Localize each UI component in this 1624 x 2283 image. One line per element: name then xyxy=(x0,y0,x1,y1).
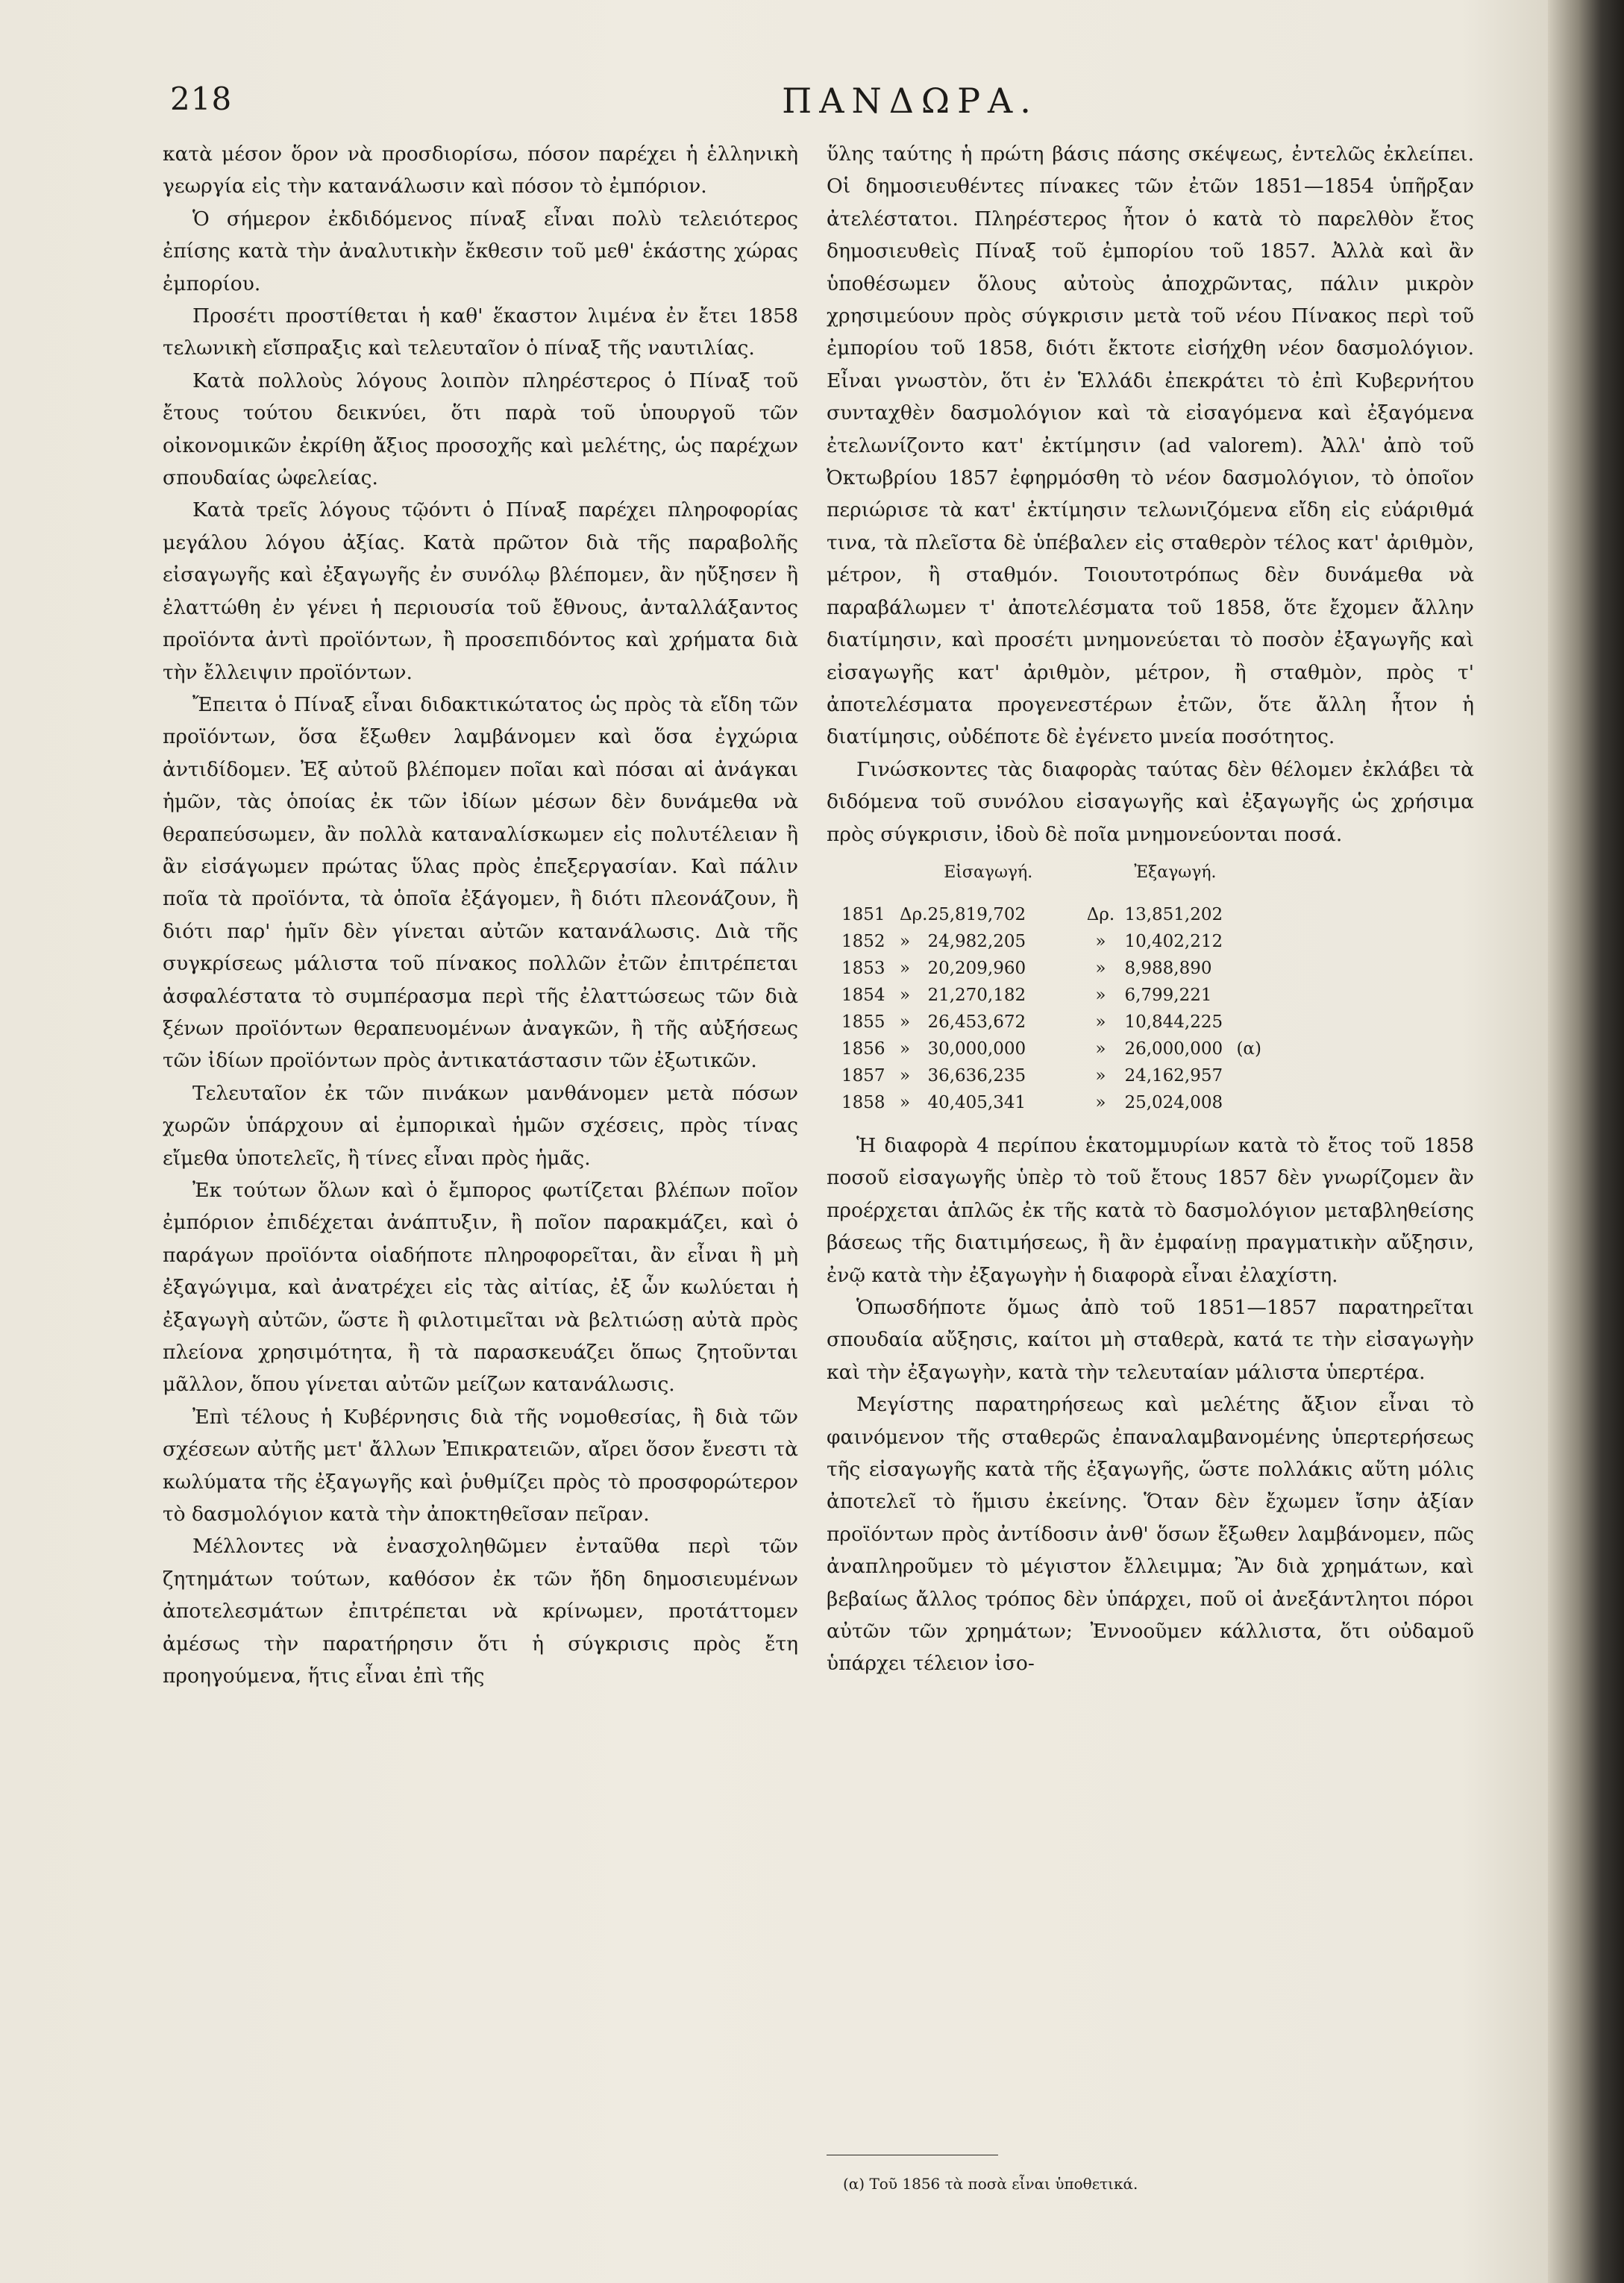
currency-label: » xyxy=(1095,1092,1106,1112)
table-body xyxy=(841,901,1273,1116)
table-year: 1858 xyxy=(841,1092,885,1112)
table-row xyxy=(841,955,1273,982)
right-column-continuation xyxy=(827,1130,1474,1680)
paragraph: Γινώσκοντες τὰς διαφορὰς ταύτας δὲν θέλομεν ἐκλάβει τὰ διδόμενα τοῦ συνόλου εἰσαγωγῆς καὶ ἐξαγωγῆς ὡς χρήσιμα πρὸς σύγκρισιν, ἰδοὺ δὲ ποῖα μνημονεύονται ποσά. xyxy=(827,757,1474,846)
table-year: 1851 xyxy=(841,904,885,924)
trade-statistics-table xyxy=(841,859,1273,1116)
right-column xyxy=(827,138,1474,1680)
footnote: (α) Τοῦ 1856 τὰ ποσὰ εἶναι ὑποθετικά. xyxy=(843,2175,1138,2193)
paragraph: κατὰ μέσον ὅρον νὰ προσδιορίσω, πόσον παρέχει ἡ ἑλληνικὴ γεωργία εἰς τὴν κατανάλωσιν καὶ πόσον τὸ ἐμπόριον. xyxy=(163,143,798,198)
paragraph: Μέλλοντες νὰ ἐνασχοληθῶμεν ἐνταῦθα περὶ τῶν ζητημάτων τούτων, καθόσον ἐκ τῶν ἤδη δημοσιευμένων ἀποτελεσμάτων ἐπιτρέπεται νὰ κρίνωμεν, προτάττομεν ἀμέσως τὴν παρατήρησιν ὅτι ἡ σύγκρισις πρὸς ἔτη προηγούμενα, ἥτις εἶναι ἐπὶ τῆς xyxy=(163,1535,798,1688)
imports-value: 40,405,341 xyxy=(927,1092,1026,1112)
footnote-marker xyxy=(1236,928,1273,955)
exports-header: Ἐξαγωγή. xyxy=(1134,862,1217,882)
currency-label: » xyxy=(900,985,911,1005)
currency-label: » xyxy=(1095,1039,1106,1059)
imports-value: 20,209,960 xyxy=(927,958,1026,978)
imports-value: 24,982,205 xyxy=(927,931,1026,951)
exports-value: 25,024,008 xyxy=(1124,1092,1223,1112)
table-year: 1854 xyxy=(841,985,885,1005)
currency-label: » xyxy=(1095,1012,1106,1032)
page-number: 218 xyxy=(170,81,233,117)
currency-label: » xyxy=(900,1039,911,1059)
paragraph: Ὁπωσδήποτε ὅμως ἀπὸ τοῦ 1851—1857 παρατηρεῖται σπουδαία αὔξησις, καίτοι μὴ σταθερὰ, κατά τε τὴν εἰσαγωγὴν καὶ τὴν ἐξαγωγὴν, κατὰ τὴν τελευταίαν μάλιστα ὑπερτέρα. xyxy=(827,1295,1474,1384)
page-header xyxy=(164,81,1499,125)
table-row xyxy=(841,901,1273,928)
currency-label: Δρ. xyxy=(900,904,928,924)
paragraph: Ἐπὶ τέλους ἡ Κυβέρνησις διὰ τῆς νομοθεσίας, ἢ διὰ τῶν σχέσεων αὐτῆς μετ' ἄλλων Ἐπικρατειῶν, αἴρει ὅσον ἔνεστι τὰ κωλύματα τῆς ἐξαγωγῆς καὶ ῥυθμίζει πρὸς τὸ προσφορώτερον τὸ δασμολόγιον κατὰ τὴν ἀποκτηθεῖσαν πεῖραν. xyxy=(163,1405,798,1526)
table-row xyxy=(841,1062,1273,1089)
footnote-marker xyxy=(1236,982,1273,1009)
exports-value: 10,844,225 xyxy=(1124,1012,1223,1032)
paragraph: Τελευταῖον ἐκ τῶν πινάκων μανθάνομεν μετὰ πόσων χωρῶν ὑπάρχουν αἱ ἐμπορικαὶ ἡμῶν σχέσεις, πρὸς τίνας εἴμεθα ὑποτελεῖς, ἢ τίνες εἶναι πρὸς ἡμᾶς. xyxy=(163,1081,798,1170)
table-row xyxy=(841,1036,1273,1062)
imports-value: 36,636,235 xyxy=(927,1065,1026,1086)
currency-label: » xyxy=(900,1065,911,1086)
table-row xyxy=(841,1009,1273,1036)
paragraph: Ἡ διαφορὰ 4 περίπου ἑκατομμυρίων κατὰ τὸ ἔτος τοῦ 1858 ποσοῦ εἰσαγωγῆς ὑπὲρ τὸ τοῦ ἔτους 1857 δὲν γνωρίζομεν ἂν προέρχεται ἁπλῶς ἐκ τῆς κατὰ τὸ δασμολόγιον μεταβληθείσης βάσεως τῆς διατιμήσεως, ἢ ἂν ἐμφαίνῃ πραγματικὴν αὔξησιν, ἐνῷ κατὰ τὴν ἐξαγωγὴν ἡ διαφορὰ εἶναι ἐλαχίστη. xyxy=(827,1133,1474,1287)
currency-label: » xyxy=(900,1012,911,1032)
currency-label: » xyxy=(1095,931,1106,951)
running-title: ΠΑΝΔΩΡΑ. xyxy=(782,81,1038,121)
imports-header: Εἰσαγωγή. xyxy=(944,862,1033,882)
paragraph: Προσέτι προστίθεται ἡ καθ' ἕκαστον λιμένα ἐν ἔτει 1858 τελωνικὴ εἴσπραξις καὶ τελευταῖον ὁ πίναξ τῆς ναυτιλίας. xyxy=(163,304,798,360)
footnote-marker xyxy=(1236,1062,1273,1089)
table-row xyxy=(841,1089,1273,1116)
paragraph: Ἔπειτα ὁ Πίναξ εἶναι διδακτικώτατος ὡς πρὸς τὰ εἴδη τῶν προϊόντων, ὅσα ἔξωθεν λαμβάνομεν καὶ ὅσα ἐγχώρια ἀντιδίδομεν. Ἐξ αὐτοῦ βλέπομεν ποῖαι καὶ πόσαι αἱ ἀνάγκαι ἡμῶν, τὰς ὁποίας ἐκ τῶν ἰδίων μέσων δὲν δυνάμεθα νὰ θεραπεύσωμεν, ἂν πολλὰ καταναλίσκωμεν εἰς πολυτέλειαν ἢ ἂν εἰσάγωμεν πρώτας ὕλας πρὸς ἐπεξεργασίαν. Καὶ πάλιν ποῖα τὰ προϊόντα, τὰ ὁποῖα ἐξάγομεν, ἢ διότι πλεονάζουν, ἢ διότι παρ' ἡμῖν δὲν γίνεται αὐτῶν κατανάλωσις. Διὰ τῆς συγκρίσεως μάλιστα τοῦ πίνακος πολλῶν ἐτῶν ἐπιτρέπεται ἀσφαλέστατα τὸ συμπέρασμα περὶ τῆς ἐλαττώσεως τῶν διὰ ξένων προϊόντων θεραπευομένων ἀναγκῶν, ἢ τῆς αὐξήσεως τῶν ἰδίων προϊόντων πρὸς ἀντικατάστασιν τῶν ἐξωτικῶν. xyxy=(163,692,798,1073)
table-row xyxy=(841,928,1273,955)
exports-value: 6,799,221 xyxy=(1124,985,1212,1005)
left-column xyxy=(163,138,798,1693)
exports-value: 26,000,000 xyxy=(1124,1039,1223,1059)
table-year: 1856 xyxy=(841,1039,885,1059)
currency-label: » xyxy=(900,958,911,978)
paragraph: Ὁ σήμερον ἐκδιδόμενος πίναξ εἶναι πολὺ τελειότερος ἐπίσης κατὰ τὴν ἀναλυτικὴν ἔκθεσιν τοῦ μεθ' ἑκάστης χώρας ἐμπορίου. xyxy=(163,207,798,295)
paragraph: ὕλης ταύτης ἡ πρώτη βάσις πάσης σκέψεως, ἐντελῶς ἐκλείπει. Οἱ δημοσιευθέντες πίνακες τῶν ἐτῶν 1851—1854 ὑπῆρξαν ἀτελέστατοι. Πληρέστερος ἦτον ὁ κατὰ τὸ παρελθὸν ἔτος δημοσιευθεὶς Πίναξ τοῦ ἐμπορίου τοῦ 1857. Ἀλλὰ καὶ ἂν ὑποθέσωμεν ὅλους αὐτοὺς ἀποχρῶντας, πάλιν μικρὸν χρησιμεύουν πρὸς σύγκρισιν μετὰ τοῦ νέου Πίνακος περὶ τοῦ ἐμπορίου τοῦ 1858, διότι ἔκτοτε εἰσήχθη νέον δασμολόγιον. Εἶναι γνωστὸν, ὅτι ἐν Ἑλλάδι ἐπεκράτει τὸ ἐπὶ Κυβερνήτου συνταχθὲν δασμολόγιον καὶ τὰ εἰσαγόμενα καὶ ἐξαγόμενα ἐτελωνίζοντο κατ' ἐκτίμησιν (ad valorem). Ἀλλ' ἀπὸ τοῦ Ὀκτωβρίου 1857 ἐφηρμόσθη τὸ νέον δασμολόγιον, τὸ ὁποῖον περιώρισε τὰ κατ' ἐκτίμησιν τελωνιζόμενα εἴδη εἰς εὐάριθμά τινα, τὰ πλεῖστα δὲ ὑπέβαλεν εἰς σταθερὸν τέλος κατ' ἀριθμὸν, μέτρον, ἢ σταθμόν. Τοιουτοτρόπως δὲν δυνάμεθα νὰ παραβάλωμεν τ' ἀποτελέσματα τοῦ 1858, ὅτε ἔχομεν ἄλλην διατίμησιν, καὶ προσέτι μνημονεύεται τὸ ποσὸν ἐξαγωγῆς καὶ εἰσαγωγῆς κατ' ἀριθμὸν, μέτρον, ἢ σταθμὸν, πρὸς τ' ἀποτελέσματα προγενεστέρων ἐτῶν, ὅτε ἄλλη ἦτον ἡ διατίμησις, οὐδέποτε δὲ ἐγένετο μνεία ποσότητος. xyxy=(827,143,1474,749)
currency-label: Δρ. xyxy=(1086,904,1115,924)
book-spine-shadow xyxy=(1548,0,1624,2283)
paragraph: Κατὰ πολλοὺς λόγους λοιπὸν πληρέστερος ὁ Πίναξ τοῦ ἔτους τούτου δεικνύει, ὅτι παρὰ τοῦ ὑπουργοῦ τῶν οἰκονομικῶν ἐκρίθη ἄξιος προσοχῆς καὶ μελέτης, ὡς παρέχων σπουδαίας ὠφελείας. xyxy=(163,369,798,490)
paragraph: Κατὰ τρεῖς λόγους τῷόντι ὁ Πίναξ παρέχει πληροφορίας μεγάλου λόγου ἀξίας. Κατὰ πρῶτον διὰ τῆς παραβολῆς εἰσαγωγῆς καὶ ἐξαγωγῆς ἐν συνόλῳ βλέπομεν, ἂν ηὔξησεν ἢ ἐλαττώθη ἐν γένει ἡ περιουσία τοῦ ἔθνους, ἀνταλλάξαντος προϊόντα ἀντὶ προϊόντων, ἢ προσεπιδόντος καὶ χρήματα διὰ τὴν ἔλλειψιν προϊόντων. xyxy=(163,498,798,684)
footnote-marker xyxy=(1236,901,1273,928)
footnote-marker xyxy=(1236,1009,1273,1036)
imports-value: 21,270,182 xyxy=(927,985,1026,1005)
footnote-marker xyxy=(1236,1089,1273,1116)
table-year: 1855 xyxy=(841,1012,885,1032)
table-year: 1853 xyxy=(841,958,885,978)
right-column-intro xyxy=(827,138,1474,851)
currency-label: » xyxy=(1095,958,1106,978)
currency-label: » xyxy=(900,1092,911,1112)
table-row xyxy=(841,982,1273,1009)
footnote-marker: (α) xyxy=(1236,1039,1261,1059)
table-year: 1852 xyxy=(841,931,885,951)
exports-value: 24,162,957 xyxy=(1124,1065,1223,1086)
currency-label: » xyxy=(1095,985,1106,1005)
paragraph: Ἐκ τούτων ὅλων καὶ ὁ ἔμπορος φωτίζεται βλέπων ποῖον ἐμπόριον ἐπιδέχεται ἀνάπτυξιν, ἢ ποῖον παρακμάζει, καὶ ὁ παράγων προϊόντα οἱαδήποτε πληροφορεῖται, ἂν εἶναι ἢ μὴ ἐξαγώγιμα, καὶ ἀνατρέχει εἰς τὰς αἰτίας, ἐξ ὧν κωλύεται ἡ ἐξαγωγὴ αὐτῶν, ὥστε ἢ φιλοτιμεῖται νὰ βελτιώσῃ αὐτὰ πρὸς πλείονα χρησιμότητα, ἢ τὰ παρασκευάζει ὅπως ζητοῦνται μᾶλλον, ὅπου γίνεται αὐτῶν μείζων κατανάλωσις. xyxy=(163,1179,798,1397)
currency-label: » xyxy=(1095,1065,1106,1086)
imports-value: 26,453,672 xyxy=(927,1012,1026,1032)
footnote-marker xyxy=(1236,955,1273,982)
imports-value: 30,000,000 xyxy=(927,1039,1026,1059)
imports-value: 25,819,702 xyxy=(927,904,1026,924)
table-header-row xyxy=(841,859,1273,901)
paragraph: Μεγίστης παρατηρήσεως καὶ μελέτης ἄξιον εἶναι τὸ φαινόμενον τῆς σταθερῶς ἐπαναλαμβανομένης ὑπερτερήσεως τῆς εἰσαγωγῆς κατὰ τῆς ἐξαγωγῆς, ὥστε πολλάκις αὕτη μόλις ἀποτελεῖ τὸ ἥμισυ ἐκείνης. Ὅταν δὲν ἔχωμεν ἴσην ἀξίαν προϊόντων πρὸς ἀντίδοσιν ἀνθ' ὅσων ἔξωθεν λαμβάνομεν, πῶς ἀναπληροῦμεν τὸ μέγιστον ἔλλειμμα; Ἂν διὰ χρημάτων, καὶ βεβαίως ἄλλος τρόπος δὲν ὑπάρχει, ποῦ οἱ ἀνεξάντλητοι πόροι αὐτῶν τῶν χρημάτων; Ἐννοοῦμεν κάλλιστα, ὅτι οὐδαμοῦ ὑπάρχει τέλειον ἰσο- xyxy=(827,1393,1474,1676)
table-year: 1857 xyxy=(841,1065,885,1086)
exports-value: 13,851,202 xyxy=(1124,904,1223,924)
exports-value: 8,988,890 xyxy=(1124,958,1212,978)
exports-value: 10,402,212 xyxy=(1124,931,1223,951)
currency-label: » xyxy=(900,931,911,951)
